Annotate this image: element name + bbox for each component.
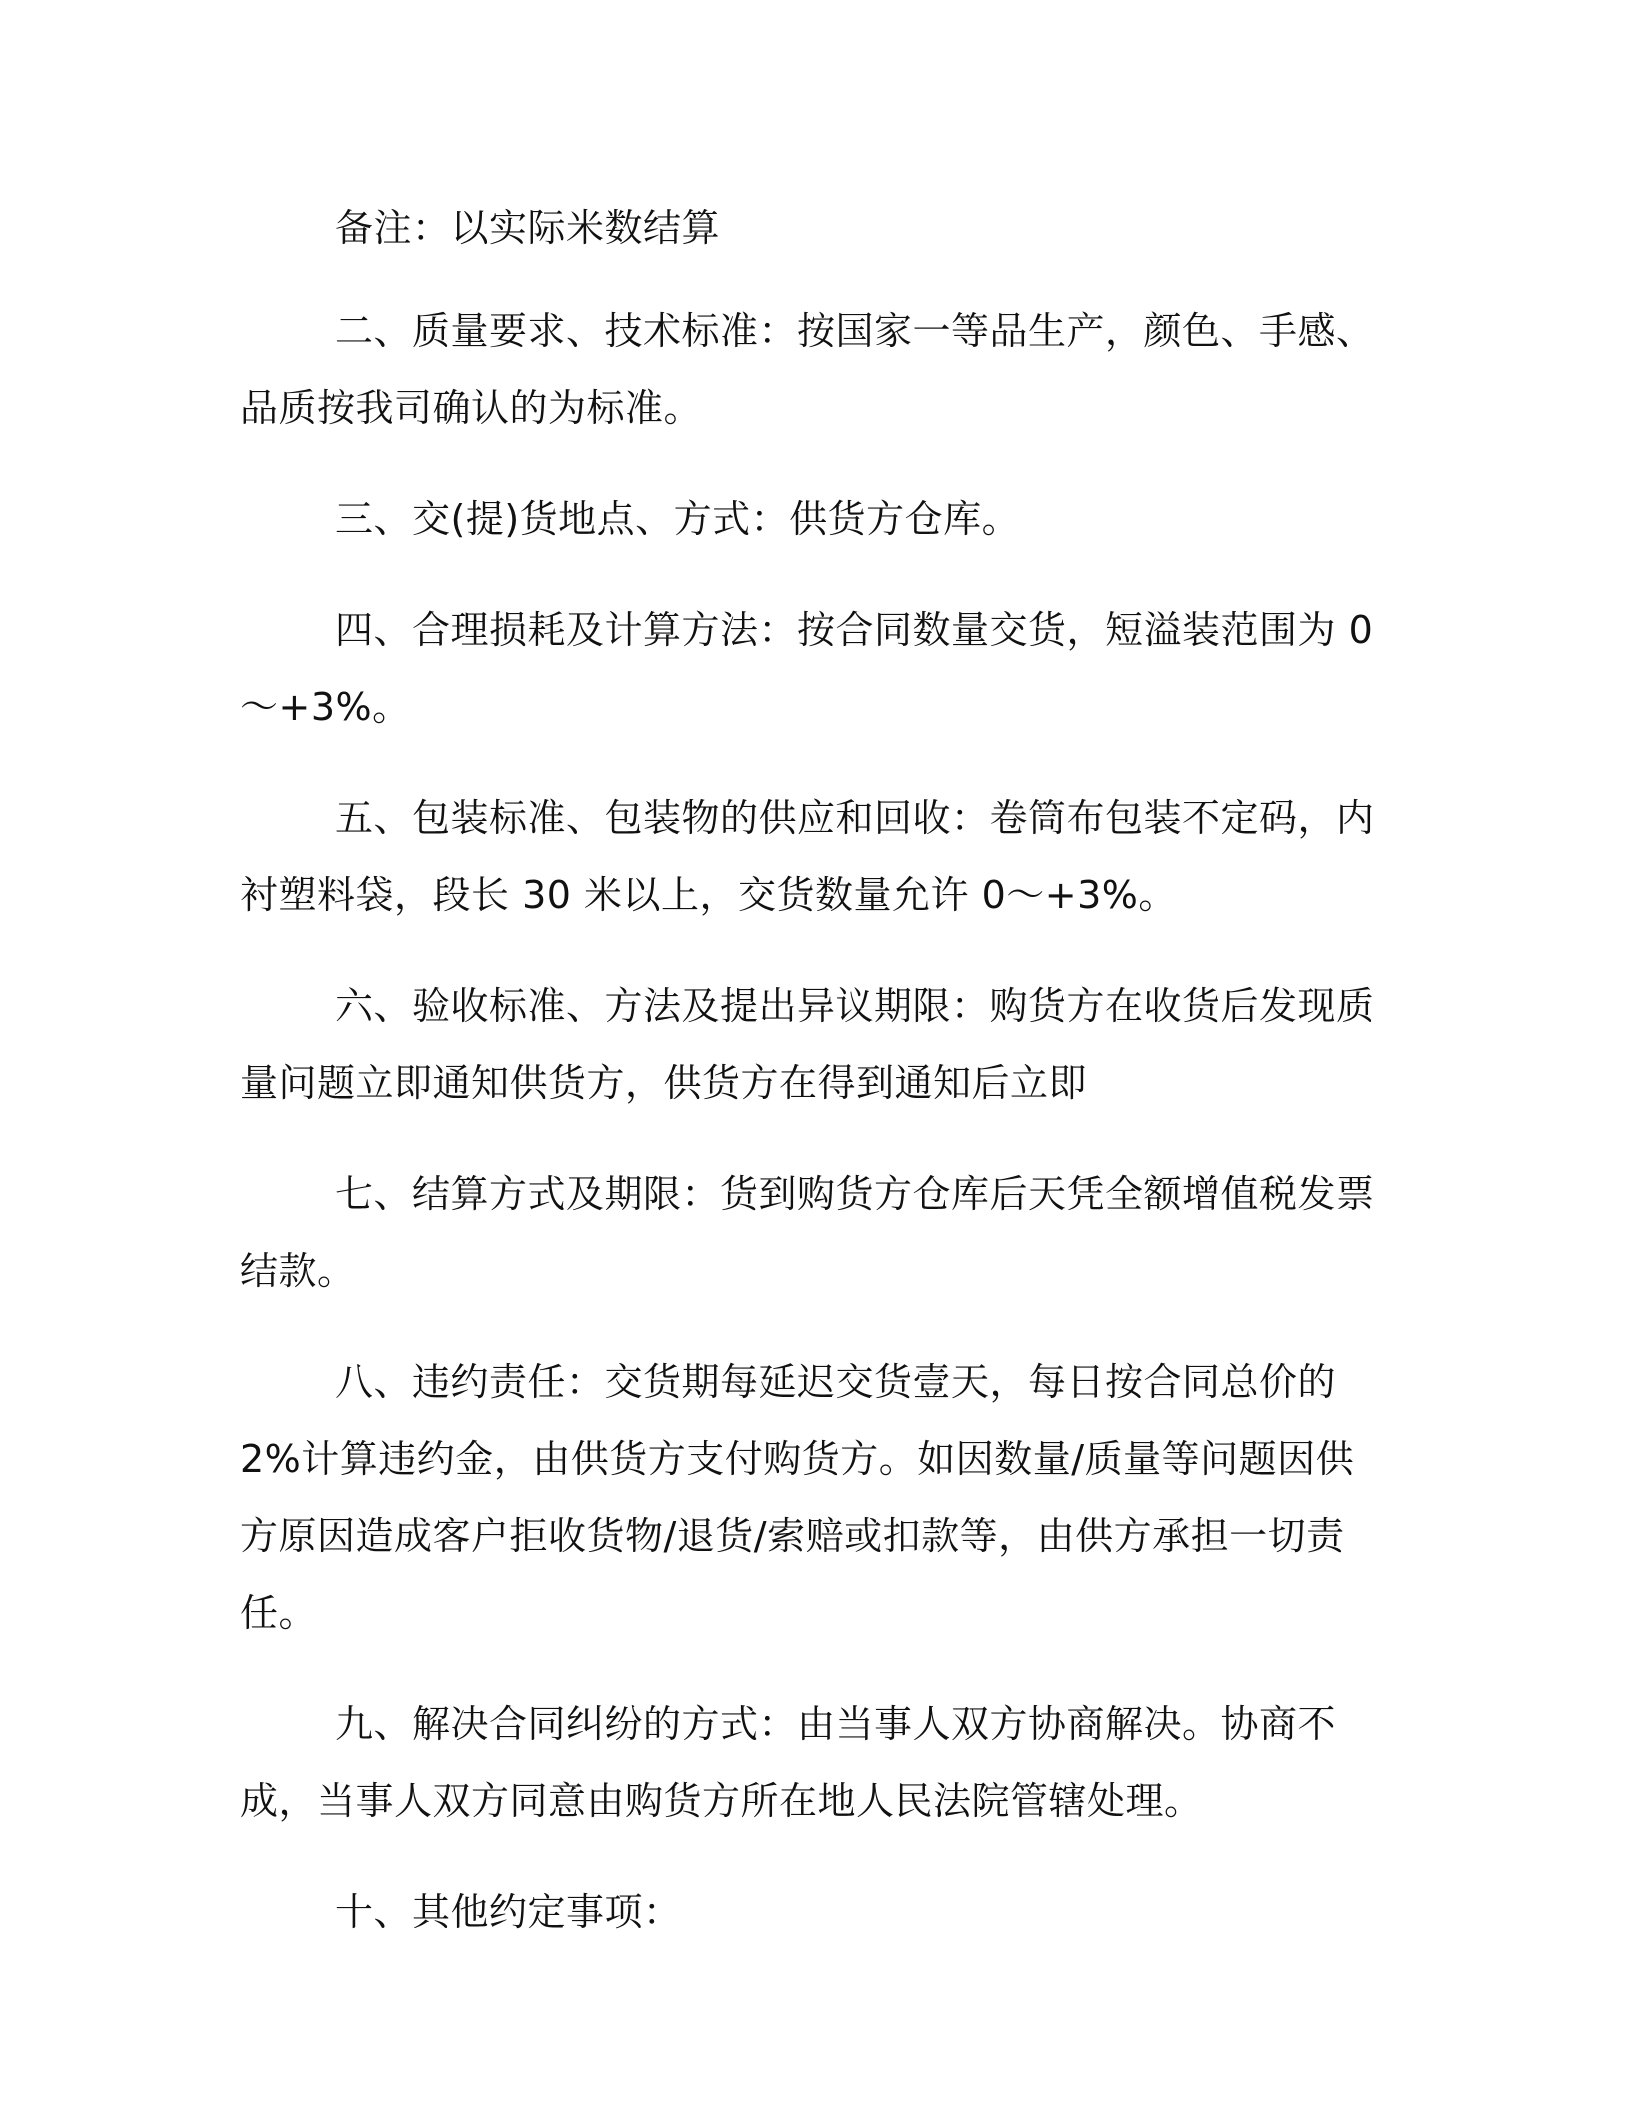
clause-2-quality: 二、质量要求、技术标准：按国家一等品生产，颜色、手感、品质按我司确认的为标准。 (240, 309, 1375, 430)
clause-3-delivery: 三、交(提)货地点、方式：供货方仓库。 (335, 497, 1021, 541)
clause-10-other: 十、其他约定事项： (335, 1890, 682, 1934)
clause-6-acceptance: 六、验收标准、方法及提出异议期限：购货方在收货后发现质量问题立即通知供货方，供货方在得到通知后立即 (240, 984, 1375, 1105)
clause-9-dispute: 九、解决合同纠纷的方式：由当事人双方协商解决。协商不成，当事人双方同意由购货方所在地人民法院管辖处理。 (240, 1702, 1337, 1823)
document-body (240, 190, 1380, 1985)
remark-paragraph: 备注：以实际米数结算 (335, 206, 721, 250)
clause-8-liability: 八、违约责任：交货期每延迟交货壹天，每日按合同总价的 2%计算违约金，由供货方支付购货方。如因数量/质量等问题因供方原因造成客户拒收货物/退货/索赔或扣款等，由供方承担一切责任。 (240, 1360, 1355, 1635)
clause-7-settlement: 七、结算方式及期限：货到购货方仓库后天凭全额增值税发票 结款。 (240, 1172, 1375, 1293)
clause-4-loss: 四、合理损耗及计算方法：按合同数量交货，短溢装范围为 0～+3%。 (240, 608, 1374, 729)
clause-5-packaging: 五、包装标准、包装物的供应和回收：卷筒布包装不定码，内衬塑料袋，段长 30 米以上，交货数量允许 0～+3%。 (240, 796, 1375, 917)
